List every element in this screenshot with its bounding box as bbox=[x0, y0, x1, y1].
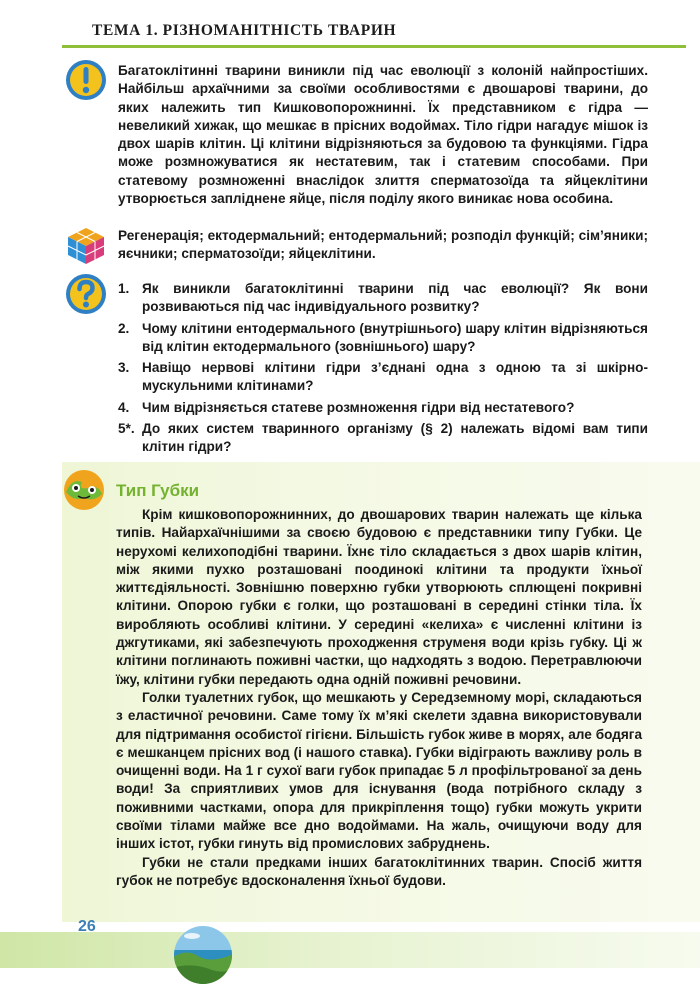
question-item: 3. Навіщо нервові клітини гідри з’єднані одна з одною та зі шкірно-мускульними клітинами? bbox=[118, 360, 648, 394]
body-paragraph: Крім кишковопорожнинних, до двошарових тварин належать ще кілька типів. Найархаїчнішими за своєю будовою є представники типу Губки. Це нерухомі келихоподібні тварини. Їхнє тіло складається з двох шарів клітин, між якими пухко розташовані поодинокі клітини та продукти їхньої життєдіяльності. Зовнішню поверхню губки утворюють сплющені покривні клітини. Опорою губки є голки, що розташовані в середині стінки тіла. Їх виробляють особливі клітини. У середині «келиха» є численні клітини із джгутиками, які забезпечують проходження струменя води крізь губку. Ці ж клітини поглинають поживні частки, що надходять з водою. Перетравлюючи їжу, клітини губки передають одна одній поживні речовини. bbox=[116, 507, 642, 687]
cube-icon bbox=[64, 224, 108, 268]
question-item: 1. Як виникли багатоклітинні тварини під час еволюції? Як вони розвиваються під час індивідуального розвитку? bbox=[118, 281, 648, 315]
question-item: 4. Чим відрізняється статеве розмноження гідри від нестатевого? bbox=[118, 399, 575, 415]
summary-paragraph: Багатоклітинні тварини виникли під час еволюції з колоній найпростіших. Найбільш архаїчними за своїми особливостями є двошарові тварини, до яких належить тип Кишковопорожнинні. Їх представником є гідра — невеликий хижак, що мешкає в прісних водоймах. Тіло гідри нагадує мішок із двох шарів клітин. Ці клітини відрізняються за будовою та функціями. Гідра може розмножуватися як нестатевим, так і статевим способами. При статевому розмноженні внаслідок злиття сперматозоїда та яйцеклітини утворюється запліднене яйце, після поділу якого виникає нова особина. bbox=[118, 63, 648, 207]
body-paragraph: Губки не стали предками інших багатоклітинних тварин. Спосіб життя губок не потребує вдосконалення їхньої будови. bbox=[116, 854, 642, 888]
questions-list bbox=[118, 280, 648, 460]
exclamation-icon bbox=[64, 58, 108, 102]
footer-band bbox=[0, 932, 700, 968]
section-title: Тип Губки bbox=[116, 481, 200, 500]
section-body bbox=[116, 506, 642, 890]
body-paragraph: Голки туалетних губок, що мешкають у Середземному морі, складаються з еластичної речовини. Саме тому їх м’які скелети здавна використовували для підтримання особистої гігієни. Більшість губок живе в морях, але бодяга є мешканцем прісних вод (і нашого ставка). Губки відіграють важливу роль в очищенні води. На 1 г сухої ваги губок припадає 5 л профільтрованої за день води! За сприятливих умов для існування (вода потрібного складу з поживними частками, опора для прикріплення тощо) губки можуть укрити своїми тілами майже все дно водоймами. На жаль, очищуючи воду для інших істот, губки гинуть від промислових забруднень. bbox=[116, 689, 642, 852]
sponge-creature-icon bbox=[58, 468, 110, 512]
key-terms: Регенерація; ектодермальний; ентодермальний; розподіл функцій; сім’яники; яєчники; сперматозоїди; яйцеклітини. bbox=[118, 228, 648, 262]
running-header: ТЕМА 1. РІЗНОМАНІТНІСТЬ ТВАРИН bbox=[92, 22, 397, 39]
question-item: 2. Чому клітини ентодермального (внутрішнього) шару клітин відрізняються від клітин ектодермального (зовнішнього) шару? bbox=[118, 320, 648, 354]
landscape-globe-image bbox=[172, 924, 234, 986]
header-rule bbox=[62, 45, 686, 48]
page-number: 26 bbox=[78, 918, 96, 935]
question-item: 5*. До яких систем тваринного організму (§ 2) належать відомі вам типи клітин гідри? bbox=[118, 421, 648, 455]
question-icon bbox=[64, 272, 108, 316]
